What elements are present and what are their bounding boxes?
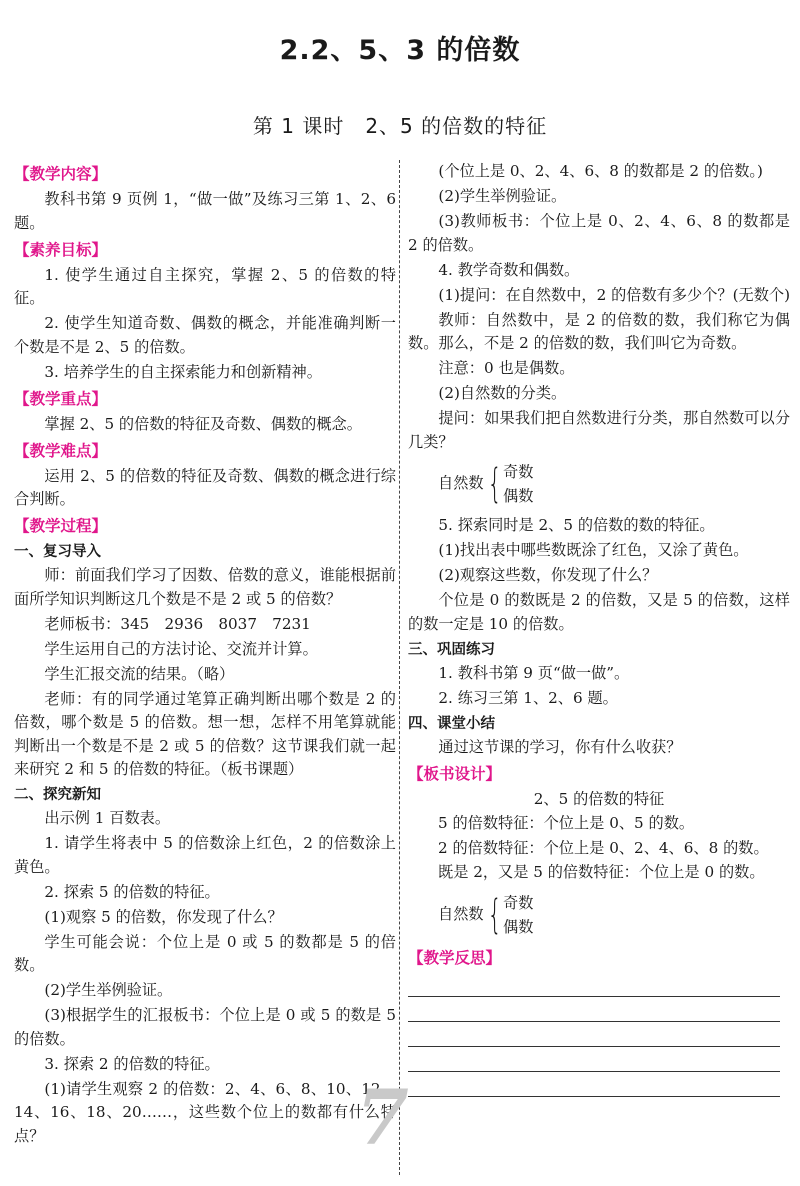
reflection-lines [408, 972, 790, 1097]
body-line: (个位上是 0、2、4、6、8 的数都是 2 的倍数。) [438, 162, 763, 180]
odd-label: 奇数 [503, 893, 534, 912]
review-line: 师：前面我们学习了因数、倍数的意义，谁能根据前面所学知识判断这几个数是不是 2 或 5 的倍数？ [14, 566, 396, 608]
writing-line [408, 1072, 780, 1097]
goal-item: 2. 使学生知道奇数、偶数的概念，并能准确判断一个数是不是 2、5 的倍数。 [14, 314, 396, 356]
key-point-text: 掌握 2、5 的倍数的特征及奇数、偶数的概念。 [44, 414, 362, 433]
body-line: (3)教师板书：个位上是 0、2、4、6、8 的数都是 2 的倍数。 [408, 212, 790, 254]
difficulty-text: 运用 2、5 的倍数的特征及奇数、偶数的概念进行综合判断。 [14, 466, 396, 508]
body-line: (1)提问：在自然数中，2 的倍数有多少个？(无数个) [438, 285, 790, 304]
left-column [14, 160, 396, 1150]
process-tag: 【教学过程】 [14, 517, 108, 535]
explore-line: 出示例 1 百数表。 [44, 809, 171, 827]
practice-heading: 三、巩固练习 [408, 641, 495, 658]
board-line: 5 的倍数特征：个位上是 0、5 的数。 [438, 814, 695, 832]
review-line: 老师：有的同学通过笔算正确判断出哪个数是 2 的倍数，哪个数是 5 的倍数。想一想，怎样不用笔算就能判断出一个数是不是 2 或 5 的倍数？这节课我们就一起来研究 2 和 5 的倍数的特征。（板书课题） [14, 689, 396, 778]
page-number: 7 [356, 1073, 409, 1162]
reflection-tag: 【教学反思】 [408, 948, 502, 967]
board-title: 2、5 的倍数的特征 [533, 789, 665, 808]
practice-line: 2. 练习三第 1、2、6 题。 [438, 688, 618, 707]
lesson-subtitle: 第 1 课时 2、5 的倍数的特征 [252, 114, 548, 138]
summary-text: 通过这节课的学习，你有什么收获？ [438, 737, 682, 756]
board-design-tag: 【板书设计】 [408, 764, 502, 783]
explore-line: 1. 请学生将表中 5 的倍数涂上红色，2 的倍数涂上黄色。 [14, 834, 396, 876]
difficulty-tag: 【教学难点】 [14, 441, 108, 460]
review-line: 学生运用自己的方法讨论、交流并计算。 [44, 639, 318, 658]
body-line: (2)学生举例验证。 [438, 187, 567, 205]
explore-line: (3)根据学生的汇报板书：个位上是 0 或 5 的数是 5 的倍数。 [14, 1006, 396, 1048]
practice-line: 1. 教科书第 9 页“做一做”。 [438, 663, 630, 682]
column-divider [399, 160, 400, 1175]
brace-label: 自然数 [438, 474, 484, 493]
body-line: 5. 探索同时是 2、5 的倍数的数的特征。 [438, 516, 715, 534]
body-line: 4. 教学奇数和偶数。 [438, 260, 580, 279]
goal-tag: 【素养目标】 [14, 240, 108, 259]
page-title: 2.2、5、3 的倍数 [279, 35, 521, 66]
explore-line: (1)观察 5 的倍数，你发现了什么？ [44, 907, 283, 926]
body-line: 提问：如果我们把自然数进行分类，那自然数可以分几类？ [408, 409, 790, 451]
review-line: 学生汇报交流的结果。（略） [44, 664, 235, 683]
board-classification [438, 891, 790, 939]
explore-heading: 二、探究新知 [14, 787, 101, 803]
writing-line [408, 1047, 780, 1072]
review-line: 老师板书：345 2936 8037 7231 [44, 614, 311, 633]
explore-line: (2)学生举例验证。 [44, 981, 173, 999]
brace-icon: { [487, 461, 502, 507]
brace-icon: { [487, 891, 502, 938]
writing-line [408, 972, 780, 997]
brace-items [503, 460, 533, 508]
explore-line: 学生可能会说：个位上是 0 或 5 的数都是 5 的倍数。 [14, 932, 396, 974]
summary-heading: 四、课堂小结 [408, 715, 495, 732]
even-label: 偶数 [503, 917, 534, 936]
odd-label: 奇数 [503, 463, 534, 481]
writing-line [408, 997, 780, 1022]
brace-label: 自然数 [438, 904, 484, 923]
body-line: (1)找出表中哪些数既涂了红色，又涂了黄色。 [438, 541, 749, 559]
writing-line [408, 1022, 780, 1047]
board-line: 2 的倍数特征：个位上是 0、2、4、6、8 的数。 [438, 838, 769, 857]
content-text: 教科书第 9 页例 1，“做一做”及练习三第 1、2、6 题。 [14, 190, 396, 232]
body-line: (2)观察这些数，你发现了什么？ [438, 566, 658, 584]
review-heading: 一、复习导入 [14, 544, 101, 560]
brace-items [503, 891, 533, 939]
explore-line: 2. 探索 5 的倍数的特征。 [44, 882, 220, 901]
body-line: 教师：自然数中，是 2 的倍数的数，我们称它为偶数。那么，不是 2 的倍数的数，我们叫它为奇数。 [408, 310, 790, 352]
explore-line: 3. 探索 2 的倍数的特征。 [44, 1054, 220, 1073]
body-line: 个位是 0 的数既是 2 的倍数，又是 5 的倍数，这样的数一定是 10 的倍数。 [408, 591, 790, 633]
board-line: 既是 2，又是 5 的倍数特征：个位上是 0 的数。 [438, 863, 765, 881]
body-line: (2)自然数的分类。 [438, 384, 567, 402]
goal-item: 3. 培养学生的自主探索能力和创新精神。 [44, 362, 322, 381]
goal-item: 1. 使学生通过自主探究，掌握 2、5 的倍数的特征。 [14, 265, 396, 307]
even-label: 偶数 [503, 487, 534, 505]
explore-line: (1)请学生观察 2 的倍数：2、4、6、8、10、12、14、16、18、20……，这些数个位上的数都有什么特点？ [14, 1079, 396, 1145]
key-point-tag: 【教学重点】 [14, 389, 108, 408]
body-line: 注意：0 也是偶数。 [438, 359, 575, 377]
right-column [408, 160, 790, 1097]
natural-number-classification [438, 460, 790, 508]
content-tag: 【教学内容】 [14, 165, 108, 183]
